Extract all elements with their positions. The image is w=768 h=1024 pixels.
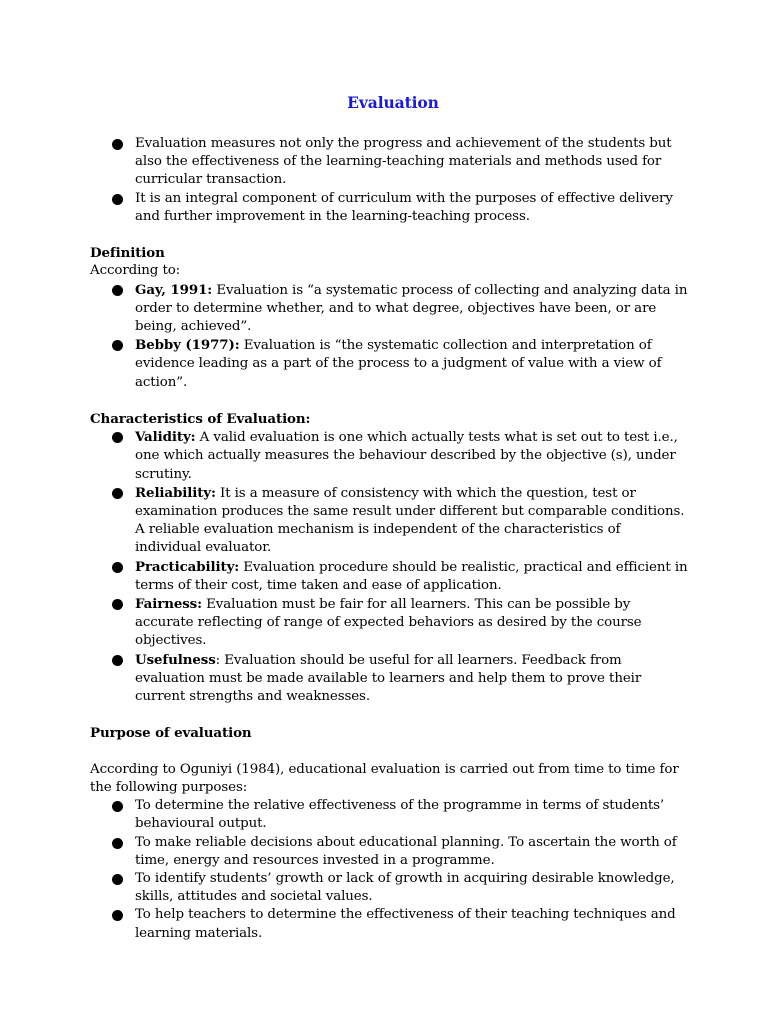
list-item-term: Usefulness — [135, 651, 216, 668]
purpose-heading: Purpose of evaluation — [90, 725, 252, 742]
spacer — [90, 392, 690, 410]
list-item-text: A valid evaluation is one which actually tests what is set out to test i.e., one which actually measures the behaviour described by the objective (s), under scrutiny. — [135, 430, 678, 482]
list-item-text: Evaluation is “a systematic process of collecting and analyzing data in order to determine whether, and to what degree, objectives have been, or are being, achieved”. — [135, 282, 688, 335]
characteristics-list — [90, 428, 690, 706]
list-item — [90, 651, 690, 707]
list-item — [90, 558, 690, 595]
list-item — [90, 484, 690, 558]
list-item-text: Evaluation must be fair for all learners. This can be possible by accurate reflecting of range of expected behaviors as desired by the course objectives. — [135, 597, 642, 649]
bullet-icon — [112, 139, 123, 150]
list-item — [90, 190, 690, 226]
list-item-text: To make reliable decisions about educational planning. To ascertain the worth of time, energy and resources invested in a programme. — [135, 834, 677, 868]
purpose-lead: According to Oguniyi (1984), educational evaluation is carried out from time to time for the following purposes: — [90, 761, 679, 796]
bullet-icon — [112, 838, 123, 849]
list-item — [90, 797, 690, 833]
bullet-icon — [112, 562, 123, 573]
purpose-list — [90, 797, 690, 943]
intro-list — [90, 135, 690, 226]
list-item-term: Bebby (1977): — [135, 337, 240, 354]
list-item-term: Practicability: — [135, 558, 240, 575]
spacer — [90, 743, 690, 761]
bullet-icon — [112, 655, 123, 666]
list-item-text: It is a measure of consistency with which the question, test or examination produces the same result under different but comparable conditions. A reliable evaluation mechanism is independent of the characteristics of individual evaluator. — [135, 485, 685, 556]
list-item — [90, 336, 690, 392]
bullet-icon — [112, 432, 123, 443]
characteristics-heading: Characteristics of Evaluation: — [90, 411, 311, 428]
list-item — [90, 428, 690, 484]
list-item-text: To help teachers to determine the effectiveness of their teaching techniques and learning materials. — [135, 907, 676, 941]
bullet-icon — [112, 910, 123, 921]
list-item-term: Validity: — [135, 429, 196, 446]
list-item-term: Gay, 1991: — [135, 281, 213, 298]
list-item — [90, 135, 690, 190]
list-item — [90, 906, 690, 942]
list-item-text: Evaluation is “the systematic collection and interpretation of evidence leading as a part of the process to a judgment of value with a view of action”. — [135, 338, 662, 390]
definition-heading: Definition — [90, 245, 165, 262]
list-item — [90, 870, 690, 906]
bullet-icon — [112, 340, 123, 351]
definition-list — [90, 281, 690, 392]
list-item-term: Fairness: — [135, 596, 202, 613]
bullet-icon — [112, 194, 123, 205]
spacer — [90, 706, 690, 724]
list-item-text: To determine the relative effectiveness of the programme in terms of students’ behavioural output. — [135, 798, 665, 832]
spacer — [90, 226, 690, 244]
bullet-icon — [112, 599, 123, 610]
bullet-icon — [112, 874, 123, 885]
list-item-text: Evaluation measures not only the progress and achievement of the students but also the effectiveness of the learning-teaching materials and methods used for curricular transaction. — [135, 136, 672, 188]
definition-lead: According to: — [90, 263, 181, 279]
bullet-icon — [112, 285, 123, 296]
list-item-text: : Evaluation should be useful for all learners. Feedback from evaluation must be made available to learners and help them to prove their current strengths and weaknesses. — [135, 652, 642, 705]
bullet-icon — [112, 801, 123, 812]
list-item-text: To identify students’ growth or lack of growth in acquiring desirable knowledge, skills, attitudes and societal values. — [135, 871, 675, 905]
bullet-icon — [112, 488, 123, 499]
list-item — [90, 281, 690, 337]
list-item — [90, 595, 690, 651]
list-item-text: Evaluation procedure should be realistic, practical and efficient in terms of their cost, time taken and ease of application. — [135, 559, 688, 593]
list-item — [90, 834, 690, 870]
document-page — [90, 93, 690, 943]
list-item-text: It is an integral component of curriculum with the purposes of effective delivery and further improvement in the learning-teaching process. — [135, 190, 673, 224]
page-title: Evaluation — [347, 93, 439, 112]
list-item-term: Reliability: — [135, 484, 216, 501]
